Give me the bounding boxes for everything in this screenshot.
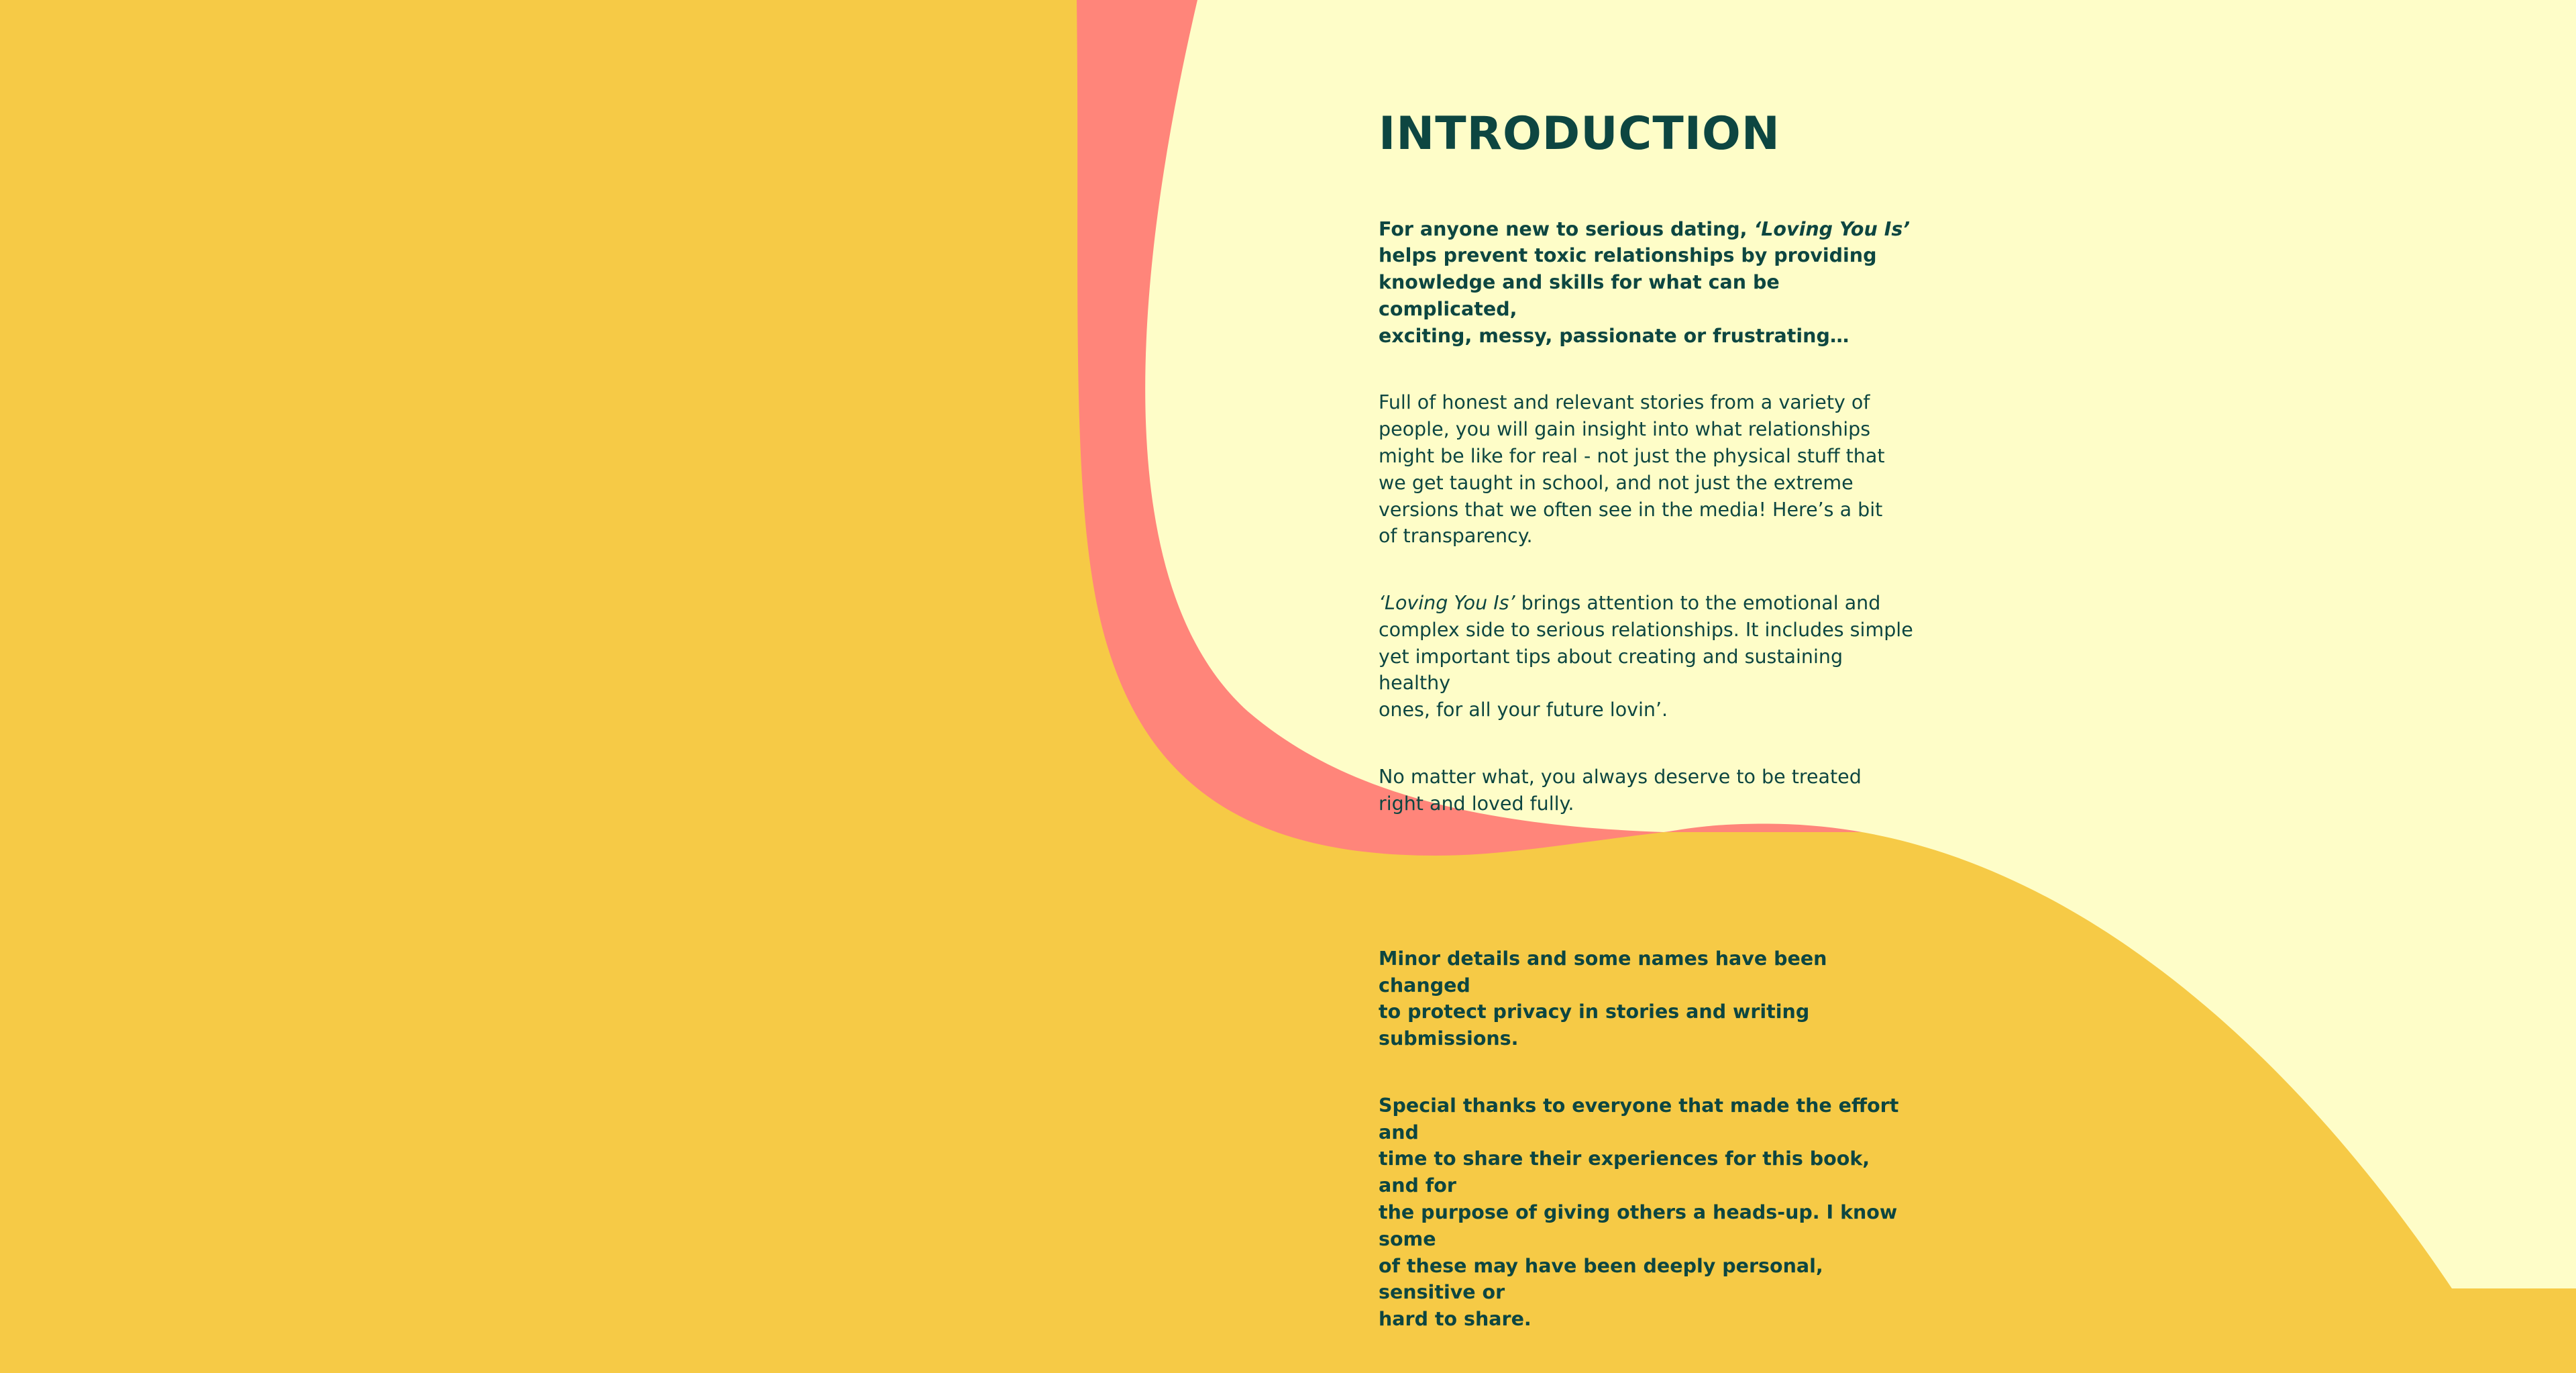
intro-stories-paragraph: Full of honest and relevant stories from a variety of people, you will gain insight into what relationships might be like for real - not just the physical stuff that we get taught in school, and not just the extreme versions that we often see in the media! Here’s a bit of transparency. xyxy=(1379,391,1885,548)
lead-text-rest: helps prevent toxic relationships by providing knowledge and skills for what can be complicated, exciting, messy, passionate or frustrating… xyxy=(1379,244,1877,347)
notes-section xyxy=(1379,919,1915,1373)
lead-text-start: For anyone new to serious dating, xyxy=(1379,217,1754,240)
book-title: ‘Loving You Is’ xyxy=(1379,591,1515,614)
intro-lead-paragraph xyxy=(1379,216,1915,350)
intro-closing-paragraph: No matter what, you always deserve to be treated right and loved fully. xyxy=(1379,765,1862,815)
thanks-note: Special thanks to everyone that made the effort and time to share their experiences for this book, and for the purpose of giving others a heads-up. I know some of these may have been deeply personal, sensitive or hard to share. xyxy=(1379,1094,1899,1331)
page-title: INTRODUCTION xyxy=(1379,107,1780,160)
privacy-note: Minor details and some names have been changed to protect privacy in stories and writing submissions. xyxy=(1379,947,1827,1050)
purpose-text: brings attention to the emotional and complex side to serious relationships. It includes simple yet important tips about creating and sustaining healthy ones, for all your future lovin’. xyxy=(1379,591,1913,721)
intro-purpose-paragraph xyxy=(1379,590,1915,723)
introduction-section xyxy=(1379,81,1915,857)
book-title: ‘Loving You Is’ xyxy=(1754,217,1911,240)
